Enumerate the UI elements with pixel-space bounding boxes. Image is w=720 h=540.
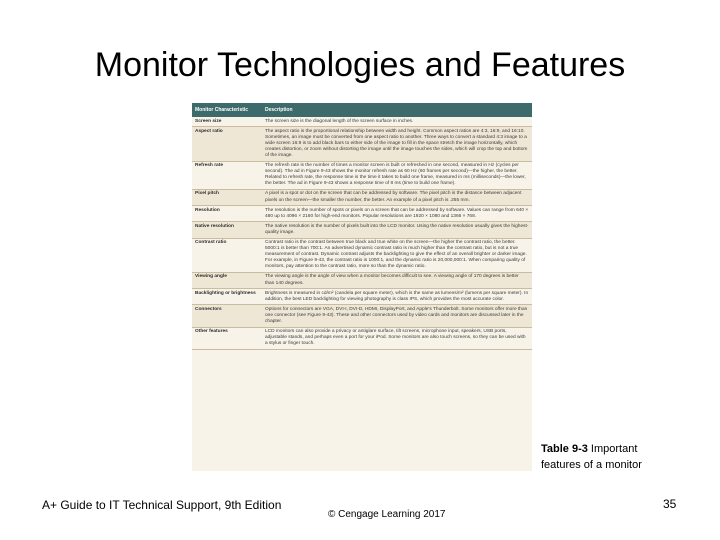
table-row xyxy=(192,222,532,238)
monitor-features-table-image xyxy=(192,103,532,471)
slide-title: Monitor Technologies and Features xyxy=(94,46,626,84)
row-description: The resolution is the number of spots or pixels on a screen that can be addressed by software. Values can range from 640 × 480 up to 4096 × 2160 for high-end monitors. Popular resolutions are 1920 × 1080 and 1366 × 768. xyxy=(262,206,532,222)
row-characteristic: Refresh rate xyxy=(192,161,262,189)
header-characteristic: Monitor Characteristic xyxy=(192,103,262,117)
table-row xyxy=(192,189,532,205)
row-description: The native resolution is the number of pixels built into the LCD monitor. Using the native resolution usually gives the highest-quality image. xyxy=(262,222,532,238)
row-description: The viewing angle is the angle of view when a monitor becomes difficult to see. A viewing angle of 170 degrees is better than 140 degrees. xyxy=(262,272,532,288)
footer-copyright: © Cengage Learning 2017 xyxy=(328,509,446,520)
row-description: Options for connectors are VGA, DVI-I, DVI-D, HDMI, DisplayPort, and Apple's Thunderbolt. Some monitors offer more than one connector (see Figure 9-43). These and other connectors used by video cards and monitors are discussed later in the chapter. xyxy=(262,305,532,327)
row-description: The screen size is the diagonal length of the screen surface in inches. xyxy=(262,117,532,127)
row-description: Contrast ratio is the contrast between true black and true white on the screen—the higher the contrast ratio, the better. 5000:1 is better than 700:1. An advertised dynamic contrast ratio is much higher than the contrast ratio, but is not a true measurement of contrast. Dynamic contrast adjusts the backlighting to give the effect of an overall brighter or darker image. For example, in Figure 9-43, the contrast ratio is 1000:1, and the dynamic ratio is 20,000,000:1. When comparing quality of monitors, pay attention to the contrast ratio, more so than the dynamic ratio. xyxy=(262,238,532,272)
row-description: A pixel is a spot or dot on the screen that can be addressed by software. The pixel pitch is the distance between adjacent pixels on the screen—the smaller the number, the better. An example of a pixel pitch is .255 mm. xyxy=(262,189,532,205)
table-header-row xyxy=(192,103,532,117)
page-number: 35 xyxy=(663,497,677,511)
table-row xyxy=(192,206,532,222)
row-characteristic: Backlighting or brightness xyxy=(192,289,262,305)
row-characteristic: Pixel pitch xyxy=(192,189,262,205)
caption-text: Important features of a monitor xyxy=(541,443,642,471)
footer-book-title: A+ Guide to IT Technical Support, 9th Edition xyxy=(42,498,282,512)
table-row xyxy=(192,127,532,161)
monitor-features-table xyxy=(192,103,532,350)
row-characteristic: Connectors xyxy=(192,305,262,327)
row-description: Brightness is measured in cd/m² (candela per square meter), which is the same as lumens/m² (lumens per square meter). In addition, the best LED backlighting for viewing photography is class IPS, which provides the most accurate color. xyxy=(262,289,532,305)
row-characteristic: Contrast ratio xyxy=(192,238,262,272)
table-row xyxy=(192,238,532,272)
table-row xyxy=(192,161,532,189)
row-description: The aspect ratio is the proportional relationship between width and height. Common aspect ratios are 4:3, 16:9, and 16:10. Sometimes, an image must be converted from one aspect ratio to another. Three ways to convert a standard 4:3 image to a wide screen 16:9 is to add black bars to either side of the image to fill in the space stretch the image horizontally, which creates distortion, or zoom without distorting the image until the image touches the sides, which will crop the top and bottom of the image. xyxy=(262,127,532,161)
row-characteristic: Other features xyxy=(192,327,262,349)
row-description: LCD monitors can also provide a privacy or antiglare surface, tilt screens, microphone input, speakers, USB ports, adjustable stands, and perhaps even a port for your iPod. Some monitors are also touch screens, so they can be used with a stylus or finger touch. xyxy=(262,327,532,349)
table-row xyxy=(192,327,532,349)
table-row xyxy=(192,305,532,327)
row-description: The refresh rate is the number of times a monitor screen is built or refreshed in one second, measured in Hz (cycles per second). The ad in Figure 9-43 shows the monitor refresh rate as 60 Hz (60 frames per second)—the higher, the better. Related to refresh rate, the response time is the time it takes to build one frame, measured in ms (milliseconds)—the lower, the better. The ad in Figure 9-43 shows a response time of 8 ms (time to build one frame). xyxy=(262,161,532,189)
row-characteristic: Screen size xyxy=(192,117,262,127)
row-characteristic: Native resolution xyxy=(192,222,262,238)
row-characteristic: Viewing angle xyxy=(192,272,262,288)
table-row xyxy=(192,289,532,305)
header-description: Description xyxy=(262,103,532,117)
caption-label: Table 9-3 xyxy=(541,443,588,455)
table-caption xyxy=(541,441,671,473)
table-row xyxy=(192,117,532,127)
row-characteristic: Resolution xyxy=(192,206,262,222)
table-row xyxy=(192,272,532,288)
row-characteristic: Aspect ratio xyxy=(192,127,262,161)
